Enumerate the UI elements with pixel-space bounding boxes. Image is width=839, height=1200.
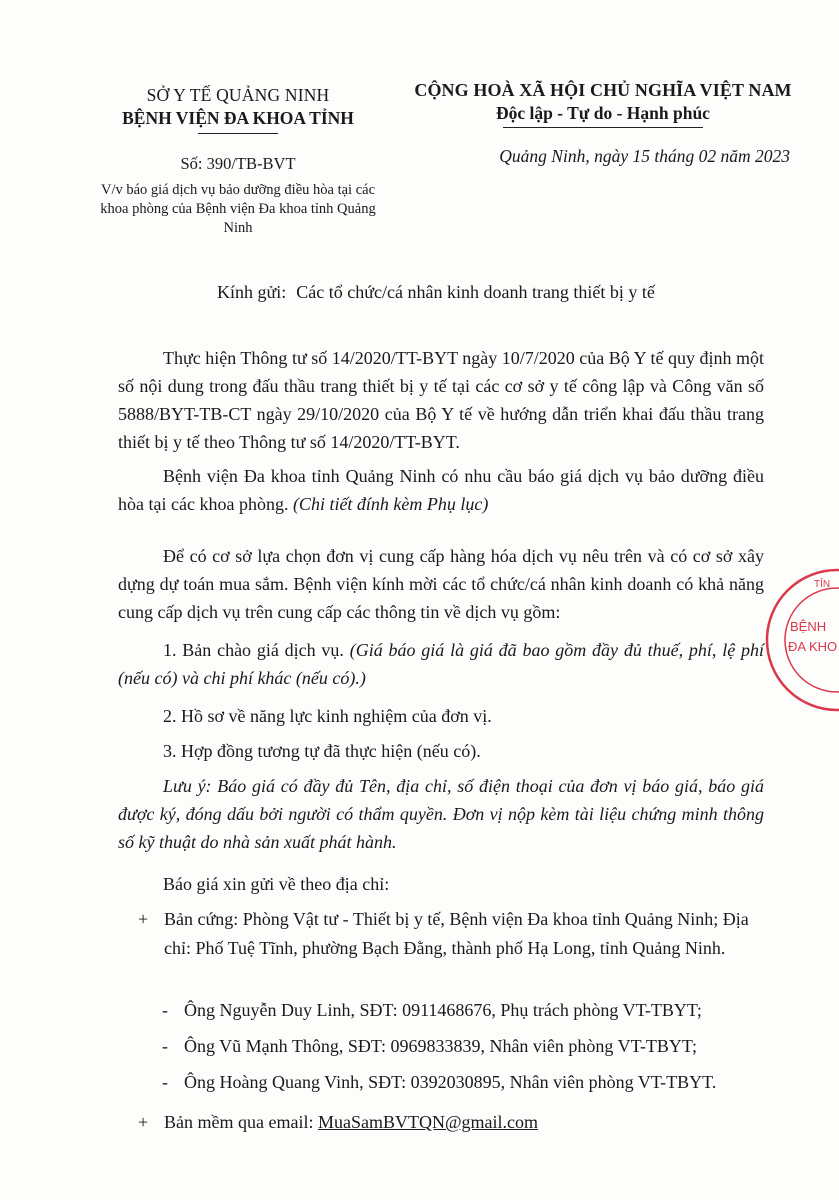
price-note: (Giá báo giá là giá đã bao gồm đầy đủ thuế, phí, lệ phí (nếu có) và chi phí khác (nếu có).)	[118, 640, 764, 688]
contact-text: Ông Vũ Mạnh Thông, SĐT: 0969833839, Nhân viên phòng VT-TBYT;	[184, 1036, 697, 1056]
note-paragraph	[118, 772, 764, 856]
send-to-text: Báo giá xin gửi về theo địa chỉ:	[163, 874, 390, 894]
contact-text: Ông Nguyễn Duy Linh, SĐT: 0911468676, Phụ trách phòng VT-TBYT;	[184, 1000, 702, 1020]
send-to-line	[118, 870, 764, 898]
paragraph-text: Bệnh viện Đa khoa tỉnh Quảng Ninh có nhu cầu báo giá dịch vụ bảo dưỡng điều hòa tại các khoa phòng.	[118, 466, 764, 514]
list-item: 1. Bản chào giá dịch vụ. (Giá báo giá là giá đã bao gồm đầy đủ thuế, phí, lệ phí (nếu có) và chi phí khác (nếu có).)	[118, 640, 764, 688]
paragraph-text: Thực hiện Thông tư số 14/2020/TT-BYT ngày 10/7/2020 của Bộ Y tế quy định một số nội dung trong đấu thầu trang thiết bị y tế tại các cơ sở y tế công lập và Công văn số 5888/BYT-TB-CT ngày 29/10/2020 của Bộ Y tế về hướng dẫn triển khai đấu thầu trang thiết bị y tế theo Thông tư số 14/2020/TT-BYT.	[118, 348, 764, 452]
contact-item	[162, 1000, 716, 1036]
agency-name: SỞ Y TẾ QUẢNG NINH	[146, 85, 330, 105]
seal-text-line1: BỆNH	[790, 619, 827, 634]
motto-underline	[503, 127, 703, 128]
list-item-3	[118, 737, 764, 765]
dash-bullet: -	[162, 1000, 168, 1020]
softcopy-block	[138, 1108, 768, 1137]
hospital-name: BỆNH VIỆN ĐA KHOA TỈNH	[122, 108, 354, 128]
plus-bullet: +	[138, 909, 149, 929]
plus-bullet: +	[138, 1112, 149, 1132]
national-motto: Độc lập - Tự do - Hạnh phúc	[496, 103, 710, 123]
list-item-2	[118, 702, 764, 730]
nation-title: CỘNG HOÀ XÃ HỘI CHỦ NGHĨA VIỆT NAM	[414, 80, 792, 100]
document-date: Quảng Ninh, ngày 15 tháng 02 năm 2023	[499, 146, 790, 166]
recipient-label: Kính gửi:	[217, 282, 287, 302]
hardcopy-text: Bản cứng: Phòng Vật tư - Thiết bị y tế, Bệnh viện Đa khoa tỉnh Quảng Ninh; Địa chỉ: Phố Tuệ Tĩnh, phường Bạch Đằng, thành phố Hạ Long, tỉnh Quảng Ninh.	[164, 909, 749, 958]
recipient-value: Các tổ chức/cá nhân kinh doanh trang thiết bị y tế	[296, 282, 655, 302]
recipient-line	[217, 282, 655, 303]
required-documents-list	[118, 636, 764, 692]
contact-item	[162, 1036, 716, 1072]
issuer-block	[88, 84, 388, 238]
note-text: Lưu ý: Báo giá có đầy đủ Tên, địa chỉ, số điện thoại của đơn vị báo giá, báo giá được ký, đóng dấu bởi người có thẩm quyền. Đơn vị nộp kèm tài liệu chứng minh thông số kỹ thuật do nhà sản xuất phát hành.	[118, 776, 764, 852]
softcopy-row	[138, 1108, 768, 1137]
contacts-list	[162, 1000, 716, 1108]
list-item: 3. Hợp đồng tương tự đã thực hiện (nếu có).	[163, 741, 481, 761]
dash-bullet: -	[162, 1036, 168, 1056]
seal-top-text: TỈN	[814, 579, 831, 590]
seal-text-line2: ĐA KHO	[788, 639, 838, 654]
email-link[interactable]: MuaSamBVTQN@gmail.com	[317, 1112, 539, 1132]
paragraph-text: Để có cơ sở lựa chọn đơn vị cung cấp hàng hóa dịch vụ nêu trên và có cơ sở xây dựng dự toán mua sắm. Bệnh viện kính mời các tổ chức/cá nhân kinh doanh có khả năng cung cấp dịch vụ trên cung cấp các thông tin về dịch vụ gồm:	[118, 546, 764, 622]
list-item: 2. Hồ sơ về năng lực kinh nghiệm của đơn vị.	[163, 706, 492, 726]
hardcopy-block	[138, 905, 768, 963]
paragraph-legal-basis	[118, 344, 764, 456]
document-number: Số: 390/TB-BVT	[180, 154, 296, 173]
appendix-note: (Chi tiết đính kèm Phụ lục)	[292, 494, 489, 514]
softcopy-label: Bản mềm qua email:	[164, 1112, 314, 1132]
issuer-underline	[198, 133, 278, 134]
dash-bullet: -	[162, 1072, 168, 1092]
paragraph-request	[118, 462, 764, 518]
contact-item	[162, 1072, 716, 1108]
document-subject: V/v báo giá dịch vụ bảo dưỡng điều hòa tại các khoa phòng của Bệnh viện Đa khoa tỉnh Quảng Ninh	[100, 182, 376, 236]
hardcopy-row	[138, 905, 768, 963]
contact-text: Ông Hoàng Quang Vinh, SĐT: 0392030895, Nhân viên phòng VT-TBYT.	[184, 1072, 717, 1092]
paragraph-invitation	[118, 542, 764, 626]
national-header	[398, 80, 808, 167]
hospital-seal-stamp	[762, 565, 839, 715]
